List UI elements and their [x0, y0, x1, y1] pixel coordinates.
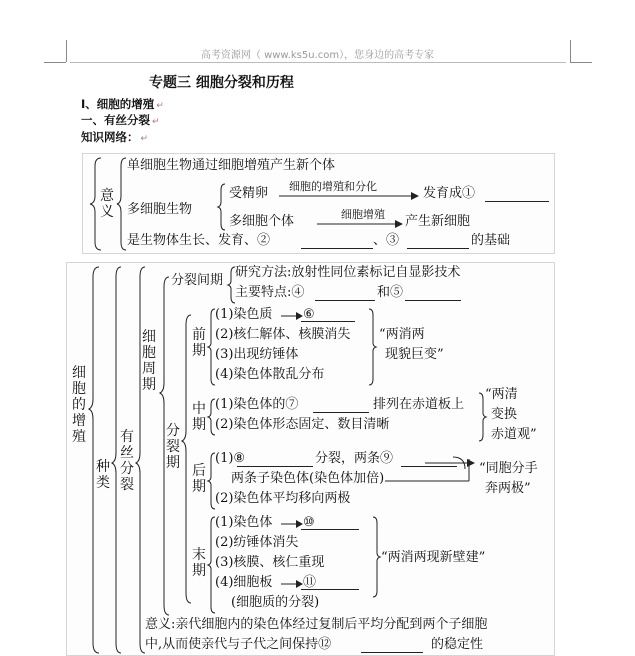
arrow1-icon [279, 192, 419, 200]
pro-right-brace [367, 307, 377, 387]
telo-blank-num-1: ⑩ [303, 515, 315, 530]
telophase-label: 末期 [192, 547, 206, 579]
basis-text-b: 、③ [373, 233, 400, 248]
mitosis-diagram [66, 262, 555, 656]
ana-item-1a: (1)⑧ [215, 451, 246, 466]
significance-line-1: 意义:亲代细胞内的染色体经过复制后平均分配到两个子细胞 [145, 617, 488, 632]
basis-text-c: 的基础 [471, 233, 511, 248]
anaphase-label: 后期 [192, 463, 206, 495]
ana-mnemonic-2: 奔两极” [485, 481, 531, 496]
blank-3 [407, 248, 469, 249]
meta-item-1a: (1)染色体的⑦ [215, 397, 299, 412]
arrow2-icon [317, 220, 403, 228]
blank-6 [301, 321, 355, 322]
blank-2 [301, 248, 373, 249]
meta-item-1b: 排列在赤道板上 [373, 397, 465, 412]
pro-item-4: (4)染色体散乱分布 [215, 367, 325, 382]
telo-item-1: (1)染色体 [215, 515, 273, 530]
interphase-label: 分裂间期 [171, 273, 224, 288]
ana-long-arrow-icon [425, 459, 475, 467]
significance-label: 意义 [100, 188, 114, 220]
telo-mnemonic: “两消两现新壁建” [381, 550, 486, 565]
multicellular-label: 多细胞生物 [127, 202, 193, 217]
pro-blank-num: ⑥ [303, 307, 315, 322]
research-method-text: 研究方法:放射性同位素标记自显影技术 [235, 265, 461, 280]
pro-item-1: (1)染色质 [215, 307, 273, 322]
telo-arrow2-icon [281, 580, 303, 588]
ana-mnemonic-1: “同胞分手 [479, 461, 538, 476]
pro-item-2: (2)核仁解体、核膜消失 [215, 327, 351, 342]
significance-line-2a: 中,从而使亲代与子代之间保持⑫ [145, 637, 332, 652]
telo-item-2: (2)纺锤体消失 [215, 535, 299, 550]
page-header: 高考资源网（ www.ks5u.com），您身边的高考专家 [200, 50, 435, 61]
crop-mark-tl-h [44, 62, 66, 63]
heading-knowledge-network: 知识网络： ↵ [81, 130, 149, 144]
cell-proliferation-label: 细胞的增殖 [72, 365, 86, 445]
arrow1-label: 细胞的增殖和分化 [289, 180, 377, 193]
paragraph-mark-icon: ↵ [152, 117, 160, 127]
main-feature-text: 主要特点:④ [235, 285, 305, 300]
paragraph-mark-icon: ↵ [156, 101, 164, 111]
metaphase-label: 中期 [192, 401, 206, 433]
header-rule [70, 62, 566, 63]
pro-mnemonic-1: “两消两 [379, 327, 425, 342]
blank-10 [301, 529, 359, 530]
main-feature-and: 和⑤ [377, 285, 404, 300]
basis-text-a: 是生物体生长、发育、② [127, 233, 271, 248]
zygote-text: 受精卵 [229, 186, 269, 201]
meta-mnemonic-1: “两清 [485, 387, 518, 402]
meta-item-2: (2)染色体形态固定、数目清晰 [215, 417, 390, 432]
mitosis-brace [135, 263, 147, 655]
blank-12 [361, 652, 423, 653]
heading-mitosis: 一、有丝分裂 ↵ [81, 113, 160, 127]
meta-mnemonic-3: 赤道观” [491, 427, 537, 442]
cell-cycle-label: 细胞周期 [142, 329, 156, 393]
heading-cell-proliferation: Ⅰ、细胞的增殖 ↵ [81, 97, 164, 111]
prophase-label: 前期 [192, 327, 206, 359]
ana-item-1b: 分裂，两条⑨ [315, 451, 394, 466]
blank-4 [315, 300, 375, 301]
crop-mark-tl [66, 40, 67, 62]
crop-mark-tr [570, 40, 571, 62]
type-label: 种类 [96, 459, 110, 491]
significance-line-2b: 的稳定性 [431, 637, 484, 652]
telo-item-5: (细胞质的分裂) [231, 595, 320, 610]
pro-arrow-icon [281, 312, 303, 320]
new-cell-text: 产生新细胞 [405, 214, 471, 229]
crop-mark-tr-h [570, 62, 592, 63]
telo-arrow-icon [281, 520, 303, 528]
blank-8 [237, 466, 313, 467]
telo-right-brace [371, 515, 381, 599]
telo-item-3: (3)核膜、核仁重现 [215, 555, 325, 570]
page-title: 专题三 细胞分裂和历程 [149, 75, 294, 91]
unicellular-text: 单细胞生物通过细胞增殖产生新个体 [127, 158, 336, 173]
arrow2-label: 细胞增殖 [341, 208, 385, 221]
telo-item-4: (4)细胞板 [215, 575, 273, 590]
blank-5 [405, 300, 461, 301]
multicell-brace [217, 182, 227, 232]
telo-blank-num-2: ⑪ [303, 575, 317, 590]
paragraph-mark-icon: ↵ [140, 134, 149, 144]
blank-11 [301, 589, 359, 590]
division-phase-label: 分裂期 [166, 423, 180, 471]
blank-7 [313, 412, 369, 413]
ana-item-2: (2)染色体平均移向两极 [215, 491, 351, 506]
multicell-individual-text: 多细胞个体 [229, 214, 295, 229]
ana-item-1c: 两条子染色体(染色体加倍) [231, 471, 385, 486]
pro-mnemonic-2: 现貌巨变” [385, 347, 444, 362]
blank-1 [485, 201, 549, 202]
mitosis-label: 有丝分裂 [120, 429, 134, 493]
meta-mnemonic-2: 变换 [491, 407, 518, 422]
pro-item-3: (3)出现纺锤体 [215, 347, 299, 362]
significance-diagram [82, 153, 555, 254]
develop-into-text: 发育成① [423, 186, 476, 201]
